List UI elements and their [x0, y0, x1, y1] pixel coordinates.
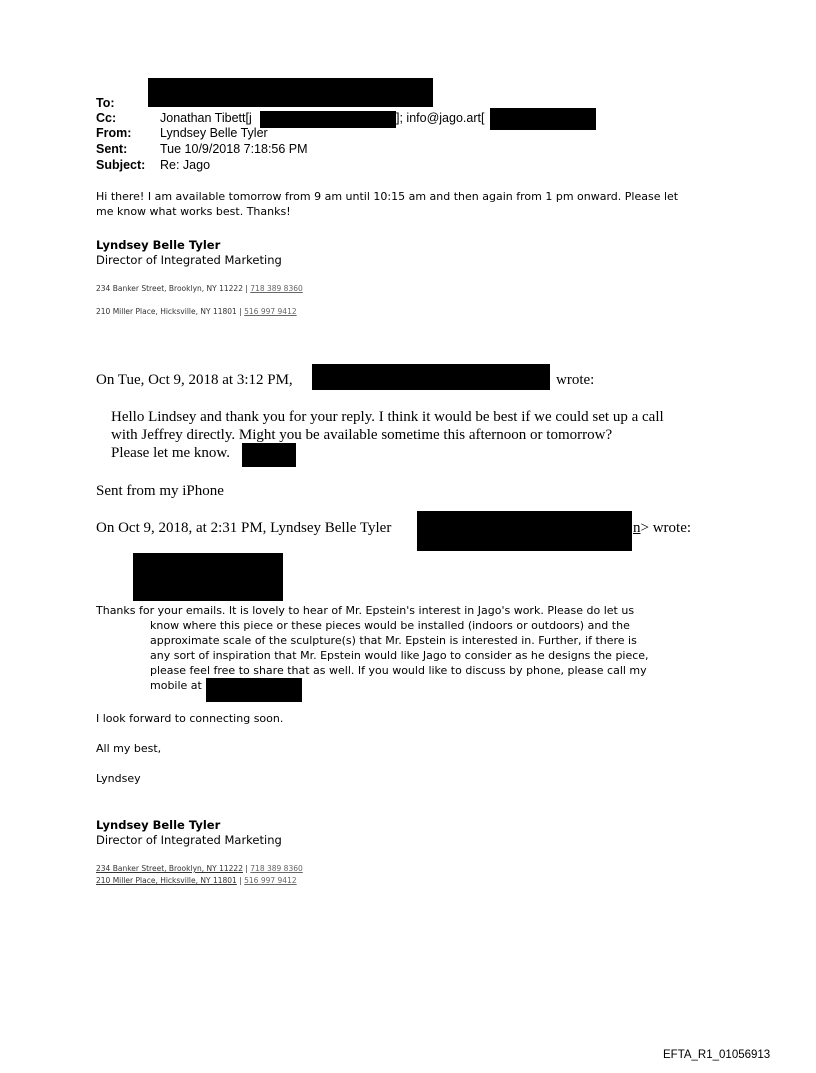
phone-link[interactable]: 718 389 8360 — [250, 284, 303, 293]
quote-header-1-before: On Tue, Oct 9, 2018 at 3:12 PM, — [96, 372, 293, 388]
signature-name: Lyndsey Belle Tyler — [96, 818, 221, 832]
address-link[interactable]: 210 Miller Place, Hicksville, NY 11801 — [96, 876, 237, 885]
email-link-fragment[interactable]: n — [633, 520, 641, 536]
sent-from-iphone: Sent from my iPhone — [96, 483, 224, 499]
redaction-block — [260, 111, 396, 128]
address-link[interactable]: 234 Banker Street, Brooklyn, NY 11222 — [96, 864, 243, 873]
signature-address-2 — [96, 307, 297, 316]
quote1-line-1: Hello Lindsey and thank you for your reply. I think it would be best if we could set up a call — [111, 409, 664, 425]
signature-address-1 — [96, 864, 303, 873]
sent-label: Sent: — [96, 142, 128, 156]
closing-line-2: All my best, — [96, 742, 162, 755]
closing-line-1: I look forward to connecting soon. — [96, 712, 284, 725]
phone-link[interactable]: 718 389 8360 — [250, 864, 303, 873]
address-text: 234 Banker Street, Brooklyn, NY 11222 | — [96, 284, 251, 293]
signature-title: Director of Integrated Marketing — [96, 833, 282, 847]
cc-value-2: ]; info@jago.art[ — [396, 111, 485, 125]
quote1-line-2: with Jeffrey directly. Might you be available sometime this afternoon or tomorrow? — [111, 427, 613, 443]
cc-label: Cc: — [96, 111, 117, 125]
document-id: EFTA_R1_01056913 — [663, 1049, 771, 1061]
subject-label: Subject: — [96, 158, 146, 172]
quote-header-2-after — [633, 520, 691, 537]
redaction-block — [490, 108, 596, 130]
from-value: Lyndsey Belle Tyler — [160, 126, 268, 140]
signature-title: Director of Integrated Marketing — [96, 253, 282, 267]
cc-value-1: Jonathan Tibett[j — [160, 111, 252, 125]
to-label: To: — [96, 96, 115, 110]
phone-link[interactable]: 516 997 9412 — [244, 876, 297, 885]
message2-line-3: approximate scale of the sculpture(s) that Mr. Epstein is interested in. Further, if there is — [150, 634, 637, 647]
redaction-block — [133, 553, 283, 601]
subject-value: Re: Jago — [160, 158, 211, 172]
message2-line-2: know where this piece or these pieces would be installed (indoors or outdoors) and the — [150, 619, 630, 632]
message2-line-5: please feel free to share that as well. If you would like to discuss by phone, please call my — [150, 664, 647, 677]
signature-name: Lyndsey Belle Tyler — [96, 238, 221, 252]
sent-value: Tue 10/9/2018 7:18:56 PM — [160, 142, 308, 156]
message2-line-6: mobile at — [150, 679, 202, 692]
quote-header-1-after: wrote: — [556, 372, 595, 388]
redaction-block — [417, 511, 632, 551]
separator: | — [242, 864, 251, 873]
quote-header-wrote: > wrote: — [640, 520, 692, 536]
redaction-block — [312, 364, 550, 390]
redaction-block — [242, 443, 296, 467]
phone-link[interactable]: 516 997 9412 — [244, 307, 297, 316]
message2-line-4: any sort of inspiration that Mr. Epstein would like Jago to consider as he designs the piece, — [150, 649, 649, 662]
from-label: From: — [96, 126, 132, 140]
signature-address-2 — [96, 876, 297, 885]
redaction-block — [206, 678, 302, 702]
address-text: 210 Miller Place, Hicksville, NY 11801 | — [96, 307, 245, 316]
separator: | — [236, 876, 245, 885]
closing-line-3: Lyndsey — [96, 772, 141, 785]
message2-line-1: Thanks for your emails. It is lovely to hear of Mr. Epstein's interest in Jago's work. Please do let us — [96, 604, 635, 617]
body-line-1: Hi there! I am available tomorrow from 9 am until 10:15 am and then again from 1 pm onward. Please let — [96, 190, 679, 203]
body-line-2: me know what works best. Thanks! — [96, 205, 291, 218]
redaction-block — [148, 78, 433, 107]
signature-address-1 — [96, 284, 303, 293]
quote-header-2-before: On Oct 9, 2018, at 2:31 PM, Lyndsey Belle Tyler — [96, 520, 392, 536]
quote1-line-3: Please let me know. — [111, 445, 230, 461]
